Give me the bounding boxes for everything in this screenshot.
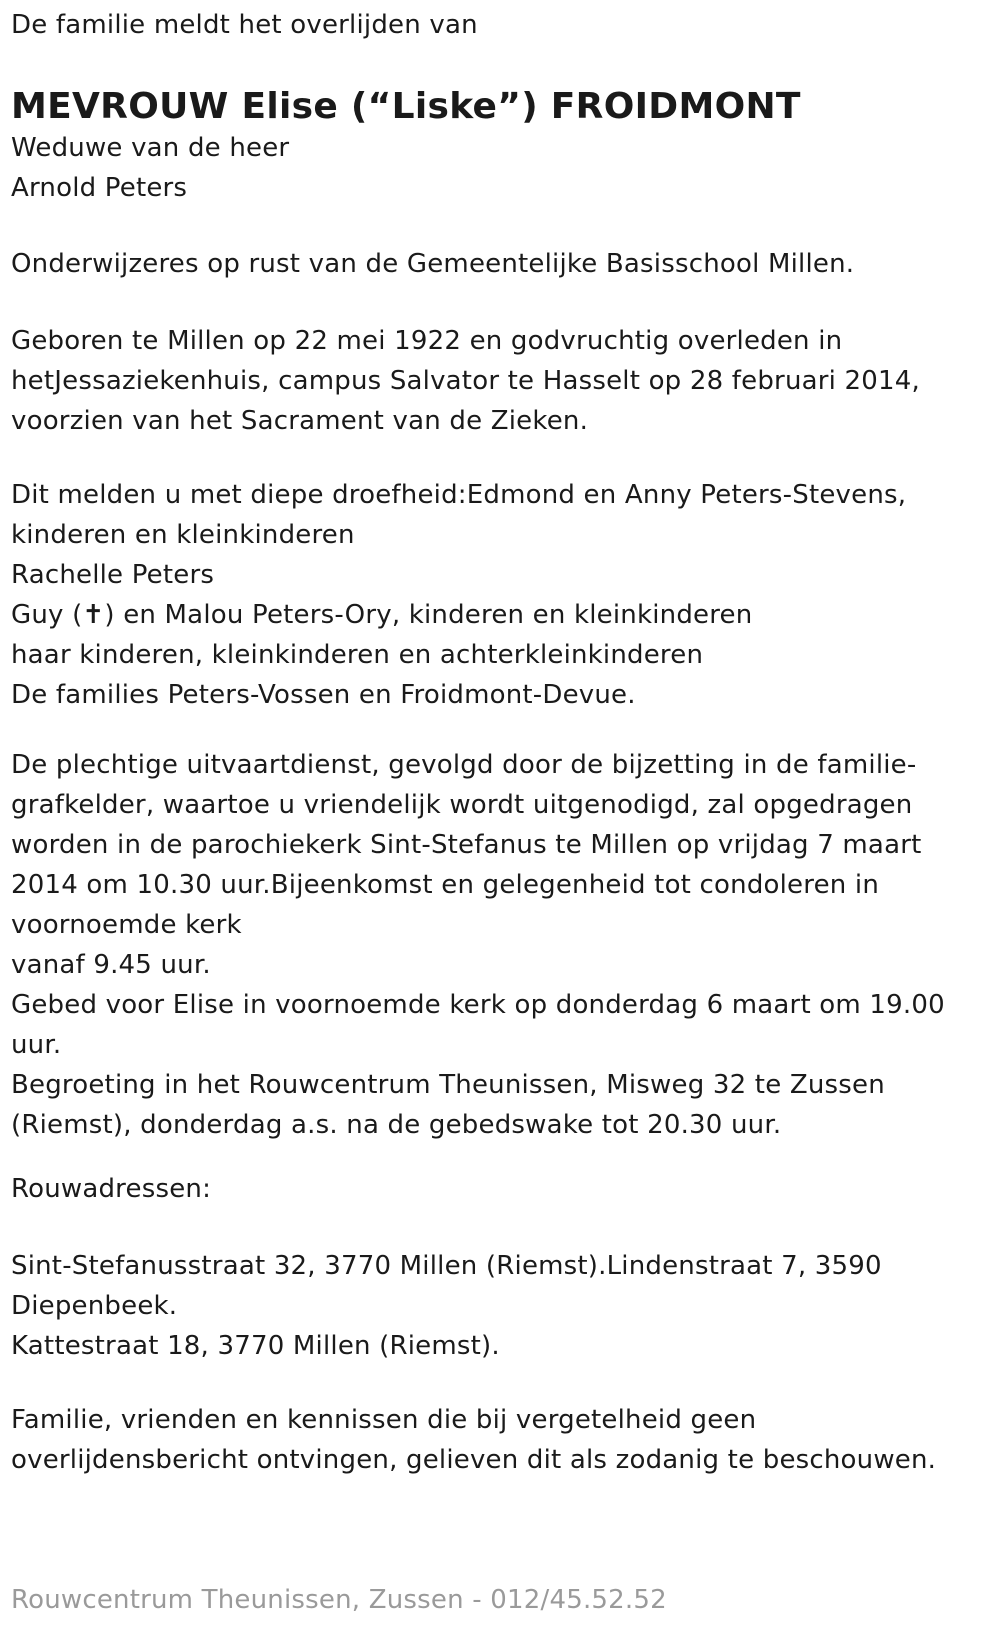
closing-line: overlijdensbericht ontvingen, gelieven dit als zodanig te beschouwen. [11,1445,937,1475]
intro-text: De familie meldt het overlijden van [11,10,478,40]
birth-death-line: Geboren te Millen op 22 mei 1922 en godvruchtig overleden in [11,326,843,356]
mourners-line: De families Peters-Vossen en Froidmont-Devue. [11,680,636,710]
birth-death-line: hetJessaziekenhuis, campus Salvator te Hasselt op 28 februari 2014, [11,366,920,396]
service-line: De plechtige uitvaartdienst, gevolgd door de bijzetting in de familie- [11,750,917,780]
widow-line: Weduwe van de heer [11,133,290,163]
addresses-heading-section [11,1169,211,1209]
service-line: Gebed voor Elise in voornoemde kerk op donderdag 6 maart om 19.00 [11,990,945,1020]
service-section [11,745,945,1145]
mourners-line: Guy (✝) en Malou Peters-Ory, kinderen en kleinkinderen [11,600,753,630]
addresses-heading: Rouwadressen: [11,1174,212,1204]
service-line: uur. [11,1030,62,1060]
service-line: 2014 om 10.30 uur.Bijeenkomst en gelegenheid tot condoleren in [11,870,880,900]
address-line: Kattestraat 18, 3770 Millen (Riemst). [11,1331,500,1361]
birth-death-section [11,321,920,441]
occupation-line: Onderwijzeres op rust van de Gemeentelijke Basisschool Millen. [11,249,855,279]
footer-funeral-home: Rouwcentrum Theunissen, Zussen - 012/45.52.52 [11,1585,667,1615]
deceased-name: MEVROUW Elise (“Liske”) FROIDMONT [11,86,801,127]
mourners-line: kinderen en kleinkinderen [11,520,355,550]
closing-line: Familie, vrienden en kennissen die bij vergetelheid geen [11,1405,757,1435]
service-line: (Riemst), donderdag a.s. na de gebedswake tot 20.30 uur. [11,1110,782,1140]
service-line: vanaf 9.45 uur. [11,950,211,980]
birth-death-line: voorzien van het Sacrament van de Zieken. [11,406,589,436]
service-line: Begroeting in het Rouwcentrum Theunissen, Misweg 32 te Zussen [11,1070,885,1100]
mourners-line: Dit melden u met diepe droefheid:Edmond en Anny Peters-Stevens, [11,480,907,510]
service-line: voornoemde kerk [11,910,242,940]
closing-section [11,1400,936,1480]
address-line: Sint-Stefanusstraat 32, 3770 Millen (Riemst).Lindenstraat 7, 3590 [11,1251,882,1281]
mourners-line: haar kinderen, kleinkinderen en achterkleinkinderen [11,640,704,670]
service-line: worden in de parochiekerk Sint-Stefanus te Millen op vrijdag 7 maart [11,830,922,860]
address-line: Diepenbeek. [11,1291,178,1321]
mourners-line: Rachelle Peters [11,560,215,590]
mourners-section [11,475,906,715]
service-line: grafkelder, waartoe u vriendelijk wordt uitgenodigd, zal opgedragen [11,790,913,820]
addresses-section [11,1246,882,1366]
widow-section [11,128,289,208]
occupation-section [11,244,854,284]
widow-line: Arnold Peters [11,173,188,203]
